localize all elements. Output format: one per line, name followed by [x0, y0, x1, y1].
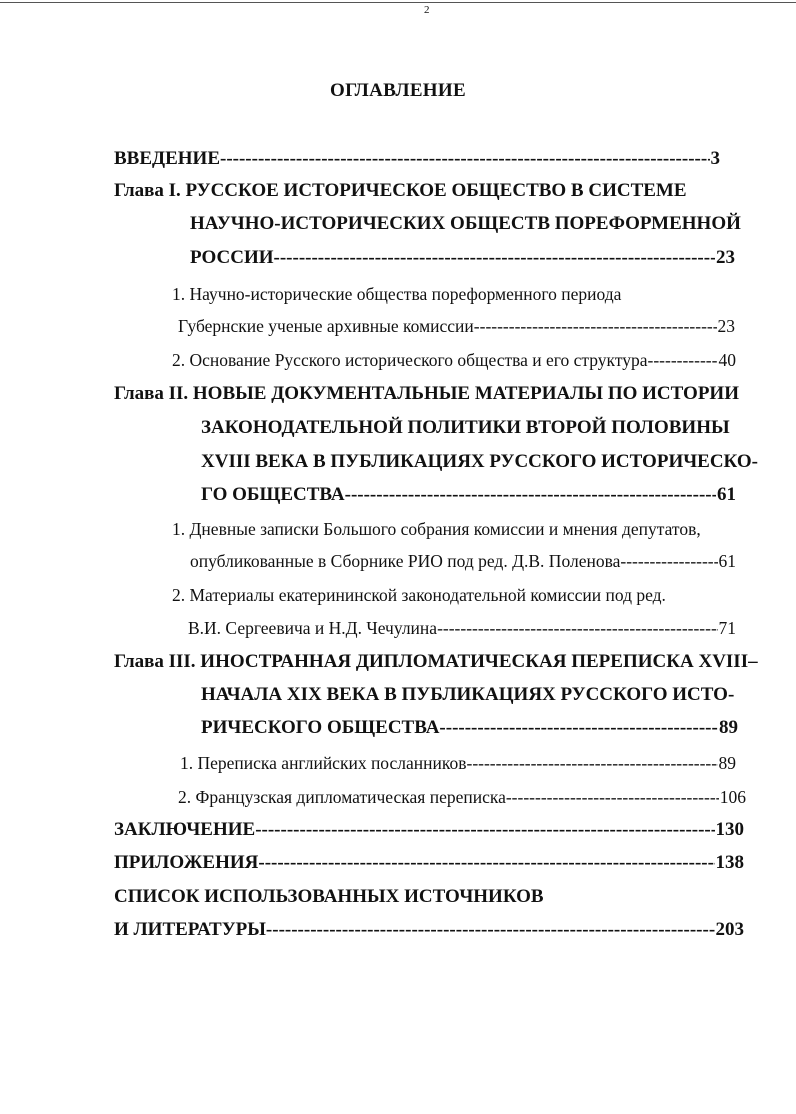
toc-ch3-page: 89 [719, 717, 738, 738]
page-number: 2 [424, 4, 430, 16]
toc-ch2-s1-line2: опубликованные в Сборнике РИО под ред. Д.В. Поленова [190, 551, 621, 571]
page-title: ОГЛАВЛЕНИЕ [330, 80, 466, 101]
toc-entry-appendix [114, 852, 744, 874]
toc-dot-leader [467, 753, 718, 774]
toc-ch3-s2-label: 2. Французская дипломатическая переписка [178, 787, 506, 807]
toc-ch2-heading-line2: ЗАКОНОДАТЕЛЬНОЙ ПОЛИТИКИ ВТОРОЙ ПОЛОВИНЫ [201, 417, 730, 438]
toc-entry-ch1-s2 [172, 350, 736, 371]
toc-dot-leader [258, 852, 714, 874]
toc-entry-ch1-s1 [178, 316, 735, 337]
toc-entry-ch2-s1 [190, 551, 736, 572]
toc-entry-ch2 [201, 484, 736, 506]
toc-ch1-s2-page: 40 [718, 350, 736, 370]
toc-sources-line1: СПИСОК ИСПОЛЬЗОВАННЫХ ИСТОЧНИКОВ [114, 886, 544, 907]
toc-dot-leader [437, 618, 717, 639]
toc-entry-conclusion [114, 819, 744, 841]
toc-dot-leader [255, 819, 714, 841]
toc-ch1-s1-line1: 1. Научно-исторические общества пореформенного периода [172, 284, 622, 304]
toc-entry-ch3 [201, 717, 738, 739]
toc-entry-ch2-s2 [188, 618, 736, 639]
toc-ch1-s1-line2: Губернские ученые архивные комиссии [178, 316, 474, 336]
toc-ch1-heading-line1: Глава I. РУССКОЕ ИСТОРИЧЕСКОЕ ОБЩЕСТВО В СИСТЕМЕ [114, 180, 687, 201]
toc-conclusion-label: ЗАКЛЮЧЕНИЕ [114, 819, 256, 840]
toc-ch2-heading-line4: ГО ОБЩЕСТВА [201, 484, 345, 505]
toc-dot-leader [274, 247, 715, 269]
toc-dot-leader [266, 919, 715, 941]
toc-entry-sources [114, 919, 744, 941]
toc-appendix-label: ПРИЛОЖЕНИЯ [114, 852, 259, 873]
toc-ch2-s1-line1: 1. Дневные записки Большого собрания комиссии и мнения депутатов, [172, 519, 701, 539]
toc-dot-leader [220, 148, 710, 170]
toc-ch2-s2-page: 71 [718, 618, 736, 638]
toc-ch2-s1-page: 61 [718, 551, 736, 571]
toc-ch1-s1-page: 23 [717, 316, 735, 336]
toc-intro-label: ВВЕДЕНИЕ [114, 148, 220, 169]
toc-dot-leader [439, 717, 718, 739]
toc-sources-line2: И ЛИТЕРАТУРЫ [114, 919, 266, 940]
toc-intro-page: 3 [710, 148, 720, 169]
toc-dot-leader [506, 787, 719, 808]
toc-dot-leader [474, 316, 717, 337]
toc-ch3-s2-page: 106 [719, 787, 746, 807]
toc-ch1-heading-line2: НАУЧНО-ИСТОРИЧЕСКИХ ОБЩЕСТВ ПОРЕФОРМЕННОЙ [190, 213, 741, 234]
toc-ch3-s1-page: 89 [718, 753, 736, 773]
toc-ch3-heading-line2: НАЧАЛА XIX ВЕКА В ПУБЛИКАЦИЯХ РУССКОГО ИСТО- [201, 684, 735, 705]
toc-ch1-heading-line3: РОССИИ [190, 247, 274, 268]
toc-ch3-s1-label: 1. Переписка английских посланников [180, 753, 467, 773]
toc-entry-ch3-s2 [178, 787, 746, 808]
toc-entry-intro [114, 148, 720, 170]
toc-ch2-heading-line3: XVIII ВЕКА В ПУБЛИКАЦИЯХ РУССКОГО ИСТОРИЧЕСКО- [201, 451, 758, 472]
toc-ch2-s2-line1: 2. Материалы екатерининской законодательной комиссии под ред. [172, 585, 666, 605]
toc-ch2-s2-line2: В.И. Сергеевича и Н.Д. Чечулина [188, 618, 438, 638]
toc-ch1-page: 23 [716, 247, 735, 268]
toc-conclusion-page: 130 [715, 819, 744, 840]
toc-ch3-heading-line1: Глава III. ИНОСТРАННАЯ ДИПЛОМАТИЧЕСКАЯ ПЕРЕПИСКА XVIII– [114, 651, 758, 672]
toc-appendix-page: 138 [715, 852, 744, 873]
toc-dot-leader [345, 484, 716, 506]
toc-entry-ch1 [190, 247, 735, 269]
top-rule [0, 2, 796, 3]
toc-entry-ch3-s1 [180, 753, 736, 774]
toc-ch3-heading-line3: РИЧЕСКОГО ОБЩЕСТВА [201, 717, 440, 738]
toc-sources-page: 203 [715, 919, 744, 940]
toc-ch2-page: 61 [717, 484, 736, 505]
toc-dot-leader [648, 350, 718, 371]
toc-ch1-s2-label: 2. Основание Русского исторического общества и его структура [172, 350, 648, 370]
toc-ch2-heading-line1: Глава II. НОВЫЕ ДОКУМЕНТАЛЬНЫЕ МАТЕРИАЛЫ ПО ИСТОРИИ [114, 383, 739, 404]
toc-dot-leader [620, 551, 717, 572]
